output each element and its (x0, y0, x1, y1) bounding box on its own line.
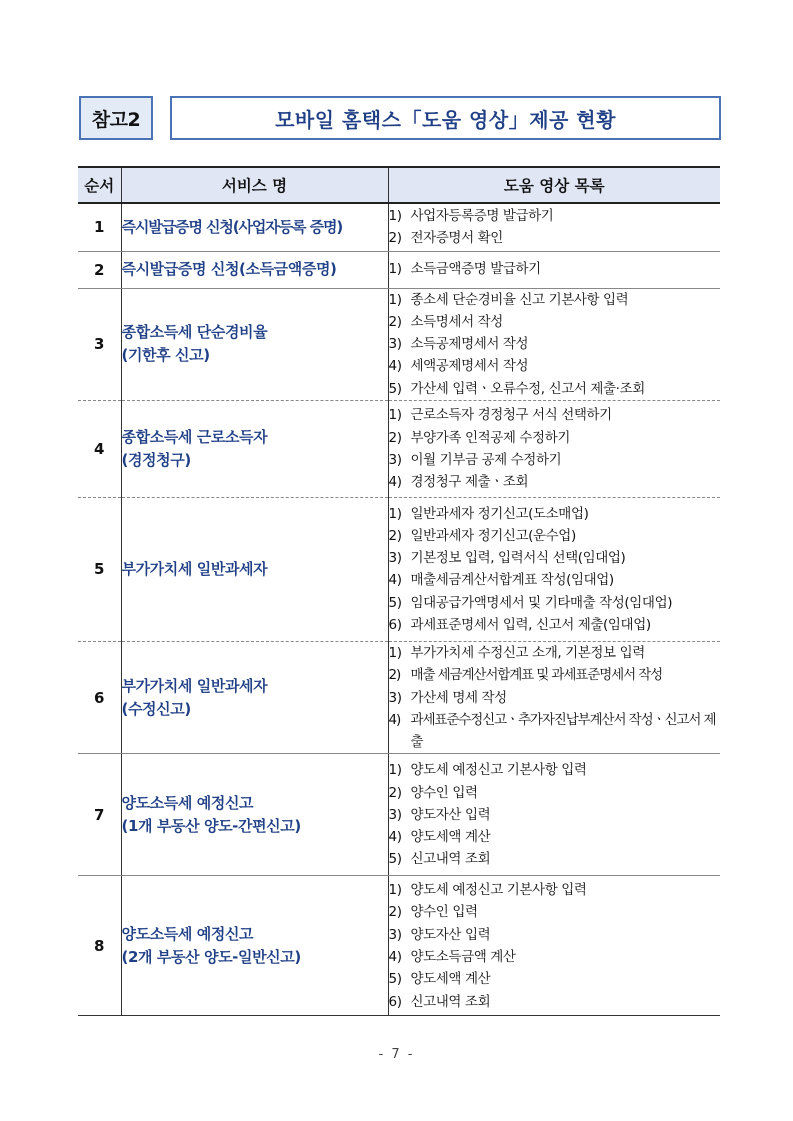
service-name-line: (기한후 신고) (121, 346, 210, 365)
video-item-number: 2) (388, 667, 401, 684)
row-number: 4 (78, 400, 121, 497)
header-order: 순서 (78, 167, 121, 203)
video-list-item (389, 924, 721, 946)
video-item-number: 1) (388, 407, 402, 424)
video-item-number: 1) (388, 644, 402, 661)
video-item-title: 양도세액 계산 (410, 829, 491, 846)
video-list-item (389, 378, 721, 400)
service-name (121, 400, 388, 497)
video-item-number: 3) (388, 451, 402, 468)
video-list-item (389, 687, 721, 709)
video-item-number: 1) (388, 261, 402, 278)
video-item-number: 2) (388, 313, 402, 330)
video-item-title: 일반과세자 정기신고(운수업) (410, 527, 576, 544)
video-list-item (389, 968, 721, 990)
video-item-number: 6) (388, 993, 402, 1010)
video-item-number: 3) (388, 336, 402, 353)
video-item-title: 과세표준명세서 입력, 신고서 제출(임대업) (410, 617, 651, 634)
video-item-title: 소득명세서 작성 (410, 313, 503, 330)
video-item-title: 신고내역 조회 (410, 993, 491, 1010)
video-list-item (389, 946, 721, 968)
service-name (121, 876, 388, 1016)
video-list-item (389, 449, 721, 471)
video-item-number: 5) (388, 971, 402, 988)
row-number: 5 (78, 497, 121, 641)
video-item-title: 가산세 명세 작성 (410, 689, 507, 706)
video-list-item (389, 227, 721, 249)
video-item-number: 4) (388, 948, 402, 965)
video-list-item (389, 333, 721, 355)
video-list (388, 203, 720, 251)
video-item-title: 이월 기부금 공제 수정하기 (410, 451, 562, 468)
video-item-number: 1) (388, 207, 402, 224)
video-item-number: 1) (388, 762, 402, 779)
video-item-title: 매출세금계산서합계표 작성(임대업) (410, 572, 614, 589)
video-item-title: 양도세 예정신고 기본사항 입력 (410, 882, 587, 899)
service-name (121, 497, 388, 641)
service-name-line: 부가가치세 일반과세자 (121, 676, 268, 695)
video-list-item (389, 289, 721, 311)
service-name-line: 부가가치세 일반과세자 (121, 559, 268, 578)
video-item-title: 소득금액증명 발급하기 (410, 261, 541, 278)
table-row (78, 251, 720, 288)
table-row (78, 400, 720, 497)
help-video-table (78, 166, 720, 1016)
video-item-title: 신고내역 조회 (410, 851, 491, 868)
video-list-item (389, 258, 721, 280)
video-item-number: 1) (388, 291, 402, 308)
video-item-title: 근로소득자 경정청구 서식 선택하기 (410, 407, 612, 424)
table-row (78, 876, 720, 1016)
row-number: 6 (78, 641, 121, 753)
video-item-number: 3) (388, 806, 402, 823)
video-item-title: 과세표준수정신고ㆍ추가자진납부계산서 작성ㆍ신고서 제출 (410, 711, 716, 751)
service-name-line: (경정청구) (121, 450, 191, 469)
video-item-number: 2) (388, 784, 402, 801)
video-list-item (389, 901, 721, 923)
video-item-title: 기본정보 입력, 입력서식 선택(임대업) (410, 550, 626, 567)
table-row (78, 497, 720, 641)
video-item-title: 양수인 입력 (410, 784, 478, 801)
video-item-title: 부가가치세 수정신고 소개, 기본정보 입력 (410, 644, 645, 661)
video-item-title: 세액공제명세서 작성 (410, 358, 529, 375)
video-list-item (389, 664, 721, 686)
service-name-line: (수정신고) (121, 699, 191, 718)
video-item-title: 소득공제명세서 작성 (410, 336, 529, 353)
video-item-number: 5) (388, 380, 402, 397)
service-name-line: 종합소득세 단순경비율 (121, 323, 268, 342)
video-item-title: 일반과세자 정기신고(도소매업) (410, 505, 589, 522)
service-name-line: (1개 부동산 양도-간편신고) (121, 816, 301, 835)
table-row (78, 203, 720, 251)
row-number: 2 (78, 251, 121, 288)
video-list (388, 876, 720, 1016)
header-videos: 도움 영상 목록 (388, 167, 720, 203)
video-list-item (389, 614, 721, 636)
video-item-number: 3) (388, 550, 402, 567)
table-row (78, 288, 720, 400)
table-row (78, 641, 720, 753)
row-number: 7 (78, 754, 121, 876)
video-item-number: 1) (388, 882, 402, 899)
video-list-item (389, 205, 721, 227)
video-item-title: 종소세 단순경비율 신고 기본사항 입력 (410, 291, 629, 308)
service-name (121, 251, 388, 288)
reference-label: 참고2 (79, 96, 153, 140)
page-title: 모바일 홈택스「도움 영상」제공 현황 (170, 96, 721, 140)
service-name (121, 203, 388, 251)
video-item-number: 4) (388, 474, 402, 491)
video-list-item (389, 525, 721, 547)
video-list-item (389, 569, 721, 591)
video-item-title: 양도자산 입력 (410, 926, 491, 943)
video-list-item (389, 848, 721, 870)
video-list-item (389, 804, 721, 826)
video-item-number: 2) (388, 904, 402, 921)
service-name-line: 즉시발급증명 신청(소득금액증명) (121, 260, 337, 278)
video-item-title: 양수인 입력 (410, 904, 478, 921)
video-list-item (389, 592, 721, 614)
video-item-title: 양도세액 계산 (410, 971, 491, 988)
video-list-item (389, 879, 721, 901)
video-item-number: 2) (388, 429, 402, 446)
table-row (78, 754, 720, 876)
video-item-title: 양도자산 입력 (410, 806, 491, 823)
service-name (121, 288, 388, 400)
row-number: 1 (78, 203, 121, 251)
video-list-item (389, 427, 721, 449)
video-list (388, 288, 720, 400)
video-item-title: 경정청구 제출ㆍ조회 (410, 474, 529, 491)
video-list-item (389, 547, 721, 569)
video-item-title: 전자증명서 확인 (410, 230, 503, 247)
video-list (388, 251, 720, 288)
video-item-number: 3) (388, 926, 402, 943)
video-list-item (389, 642, 721, 664)
video-item-number: 4) (388, 829, 402, 846)
video-list-item (389, 991, 721, 1013)
page-number: - 7 - (378, 1047, 415, 1062)
service-name (121, 754, 388, 876)
service-name (121, 641, 388, 753)
video-item-number: 4) (388, 572, 402, 589)
video-item-title: 사업자등록증명 발급하기 (410, 207, 554, 224)
video-list-item (389, 826, 721, 848)
video-item-number: 6) (388, 617, 402, 634)
video-item-title: 양도소득금액 계산 (410, 948, 516, 965)
video-item-number: 2) (388, 230, 402, 247)
video-list-item (389, 404, 721, 426)
service-name-line: 양도소득세 예정신고 (121, 924, 254, 943)
video-list-item (389, 355, 721, 377)
video-list-item (389, 503, 721, 525)
service-name-line: (2개 부동산 양도-일반신고) (121, 947, 301, 966)
video-item-title: 양도세 예정신고 기본사항 입력 (410, 762, 587, 779)
service-name-line: 종합소득세 근로소득자 (121, 427, 268, 446)
video-item-title: 가산세 입력ㆍ오류수정, 신고서 제출·조회 (410, 380, 645, 397)
video-item-number: 2) (388, 527, 402, 544)
header-service: 서비스 명 (121, 167, 388, 203)
video-list (388, 497, 720, 641)
video-item-number: 4) (388, 711, 401, 728)
video-list (388, 400, 720, 497)
video-list-item (389, 782, 721, 804)
video-item-title: 매출 세금계산서합계표 및 과세표준명세서 작성 (410, 667, 663, 684)
video-item-number: 3) (388, 689, 402, 706)
video-item-number: 5) (388, 851, 402, 868)
video-list-item (389, 759, 721, 781)
video-item-title: 부양가족 인적공제 수정하기 (410, 429, 570, 446)
video-list-item (389, 311, 721, 333)
video-list-item (389, 709, 721, 754)
video-list (388, 754, 720, 876)
table-header-row (78, 167, 720, 203)
video-list-item (389, 471, 721, 493)
service-name-line: 즉시발급증명 신청(사업자등록 증명) (121, 217, 343, 236)
video-item-number: 5) (388, 594, 402, 611)
row-number: 3 (78, 288, 121, 400)
video-item-number: 1) (388, 505, 402, 522)
video-item-title: 임대공급가액명세서 및 기타매출 작성(임대업) (410, 594, 673, 611)
row-number: 8 (78, 876, 121, 1016)
service-name-line: 양도소득세 예정신고 (121, 793, 254, 812)
video-item-number: 4) (388, 358, 402, 375)
video-list (388, 641, 720, 753)
